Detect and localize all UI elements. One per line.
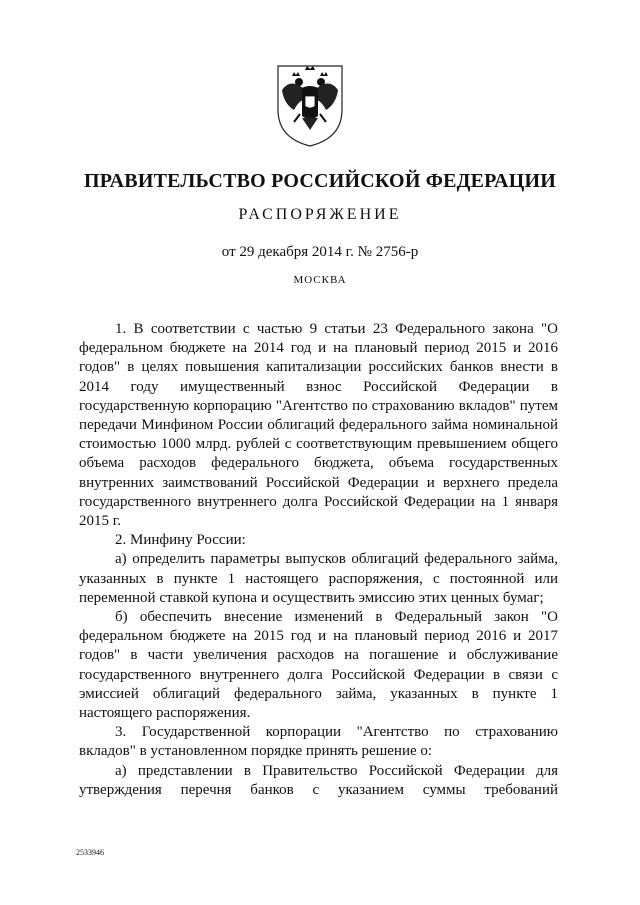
paragraph-3: 3. Государственной корпорации "Агентство по страхованию вкладов" в установленном порядке принять решение о:	[79, 724, 558, 760]
paragraph-1: 1. В соответствии с частью 9 статьи 23 Федерального закона "О федеральном бюджете на 2014 год и на плановый период 2015 и 2016 годов" в целях повышения капитализации российских банков внести в 2014 году имущественный взнос Российской Федерации в государственную корпорацию "Агентство по страхованию вкладов" путем передачи Минфином России облигаций федерального займа номинальной стоимостью 1000 млрд. рублей с соответствующим превышением общего объема расходов федерального бюджета, объема государственных внутренних заимствований Российской Федерации и верхнего предела государственного внутреннего долга Российской Федерации на 1 января 2015 г.	[79, 321, 558, 530]
document-body	[79, 320, 558, 800]
document-number: 2533946	[76, 848, 104, 857]
government-title: ПРАВИТЕЛЬСТВО РОССИЙСКОЙ ФЕДЕРАЦИИ	[84, 170, 556, 192]
document-date-number: от 29 декабря 2014 г. № 2756-р	[221, 244, 419, 260]
paragraph-2b: б) обеспечить внесение изменений в Федеральный закон "О федеральном бюджете на 2015 год и на плановый период 2016 и 2017 годов" в части увеличения расходов на погашение и обслуживание государственного внутреннего долга Российской Федерации в связи с эмиссией облигаций федерального займа, указанных в пункте 1 настоящего распоряжения.	[79, 609, 558, 722]
coat-of-arms-icon	[272, 60, 348, 148]
document-type: РАСПОРЯЖЕНИЕ	[238, 206, 402, 223]
paragraph-3a: а) представлении в Правительство Российской Федерации для утверждения перечня банков с указанием суммы требований	[79, 762, 558, 798]
paragraph-2a: а) определить параметры выпусков облигаций федерального займа, указанных в пункте 1 настоящего распоряжения, с постоянной или переменной ставкой купона и осуществить эмиссию этих ценных бумаг;	[79, 551, 558, 606]
paragraph-2: 2. Минфину России:	[115, 532, 246, 549]
document-city: МОСКВА	[293, 274, 347, 286]
